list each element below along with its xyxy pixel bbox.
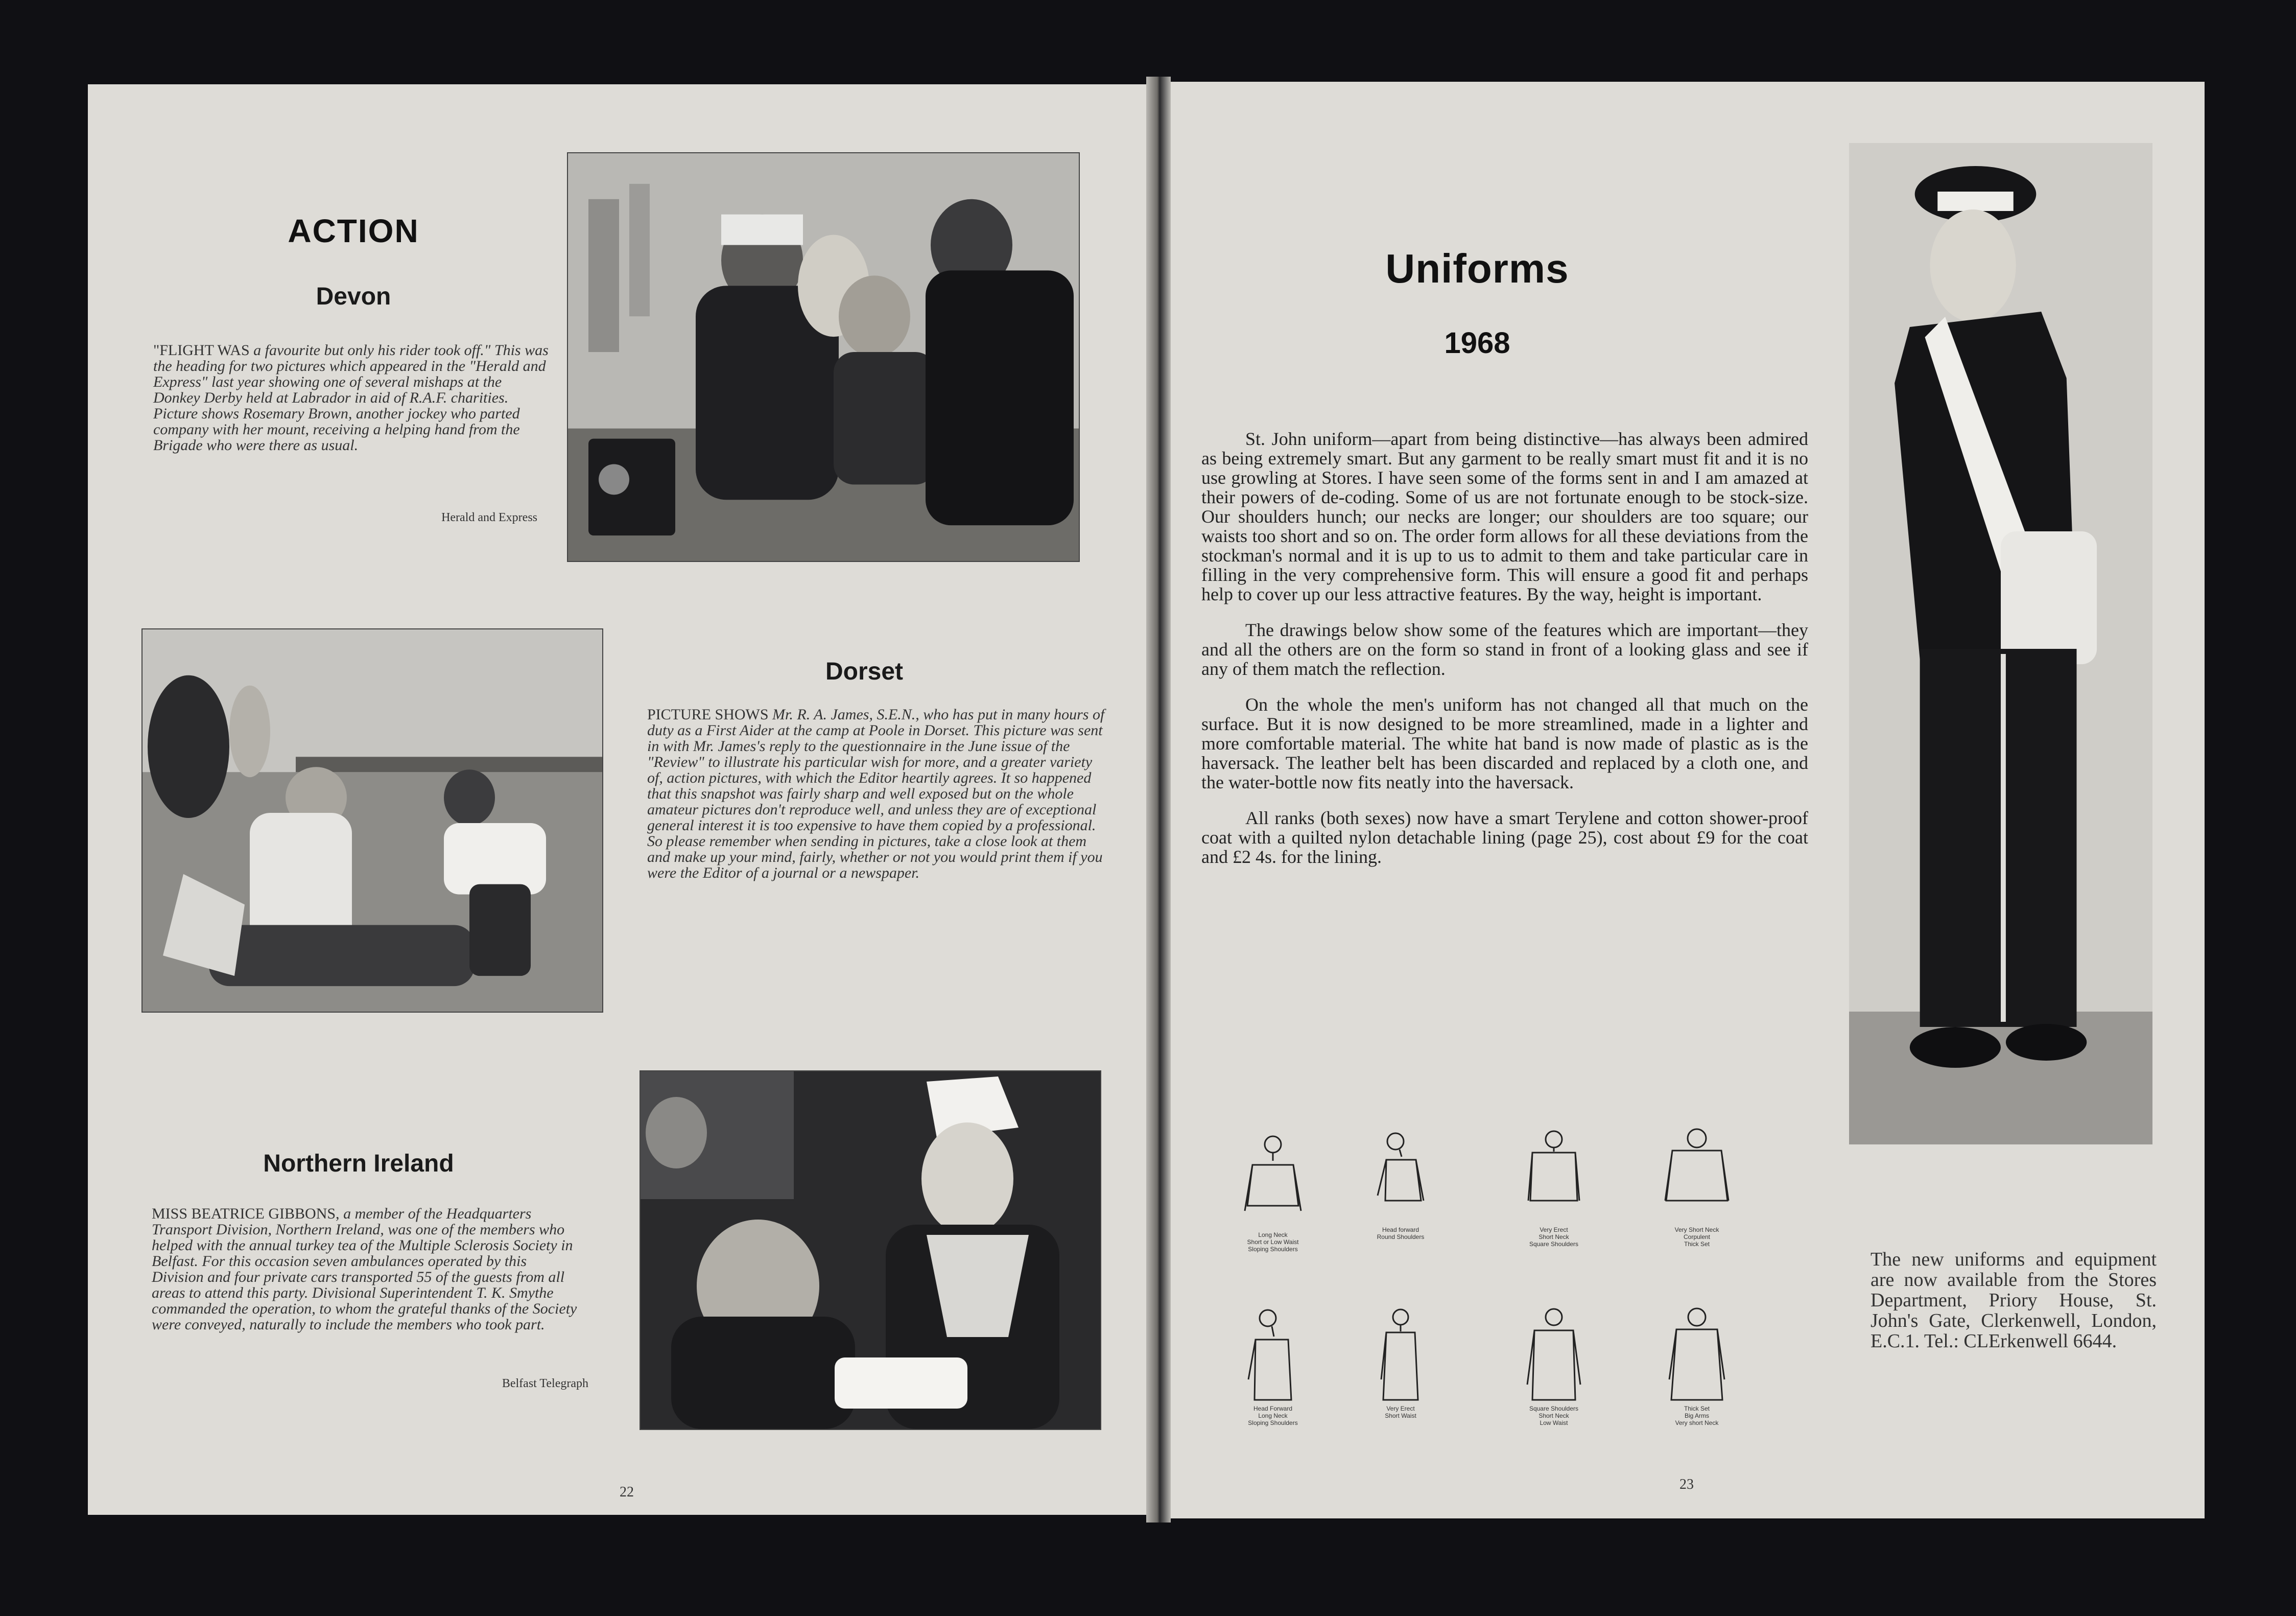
spine-gutter [1146, 77, 1171, 1523]
dorset-heading: Dorset [825, 658, 904, 685]
article-paragraph: The drawings below show some of the features which are important—they and all the others are on the form so stand in front of a looking glass and see if any of them match the reflection. [1201, 620, 1808, 679]
figure-caption: Very Short Neck Corpulent Thick Set [1674, 1226, 1719, 1248]
figure-women-2 [1344, 1303, 1457, 1451]
figure-caption: Square Shoulders Short Neck Low Waist [1529, 1405, 1579, 1426]
figure-sketch [1641, 1303, 1753, 1405]
figure-sketch [1217, 1303, 1329, 1405]
figure-sketch [1641, 1124, 1753, 1226]
figure-men-1 [1217, 1129, 1329, 1277]
figure-caption: Head forward Round Shoulders [1377, 1226, 1425, 1240]
uniforms-year: 1968 [1444, 326, 1510, 360]
figure-sketch [1344, 1124, 1457, 1226]
devon-lead: "FLIGHT WAS [153, 342, 250, 359]
dorset-lead: PICTURE SHOWS [647, 706, 769, 723]
northern-ireland-lead: MISS BEATRICE GIBBONS, [152, 1205, 340, 1222]
devon-body: a favourite but only his rider took off." This was the heading for two pictures which appeared in the "Herald and Express" last year showing one of several mishaps at the Donkey Derby held at Labrador in aid of R.A.F. charities. Picture shows Rosemary Brown, another jockey who parted company with her mount, receiving a helping hand from the Brigade who were there as usual. [153, 342, 549, 454]
section-header: ACTION [288, 213, 419, 249]
figure-men-4 [1641, 1124, 1753, 1272]
devon-credit: Herald and Express [441, 511, 537, 524]
figure-sketch [1217, 1129, 1329, 1231]
figure-sketch [1498, 1303, 1610, 1405]
figure-men-3 [1498, 1124, 1610, 1272]
devon-text [153, 342, 552, 453]
figure-men-2 [1344, 1124, 1457, 1272]
figure-women-1 [1217, 1303, 1329, 1451]
dorset-text [647, 707, 1107, 881]
uniforms-title: Uniforms [1385, 246, 1569, 291]
figure-caption: Very Erect Short Neck Square Shoulders [1529, 1226, 1579, 1248]
uniform-photo [1849, 143, 2152, 1144]
figure-sketch [1344, 1303, 1457, 1405]
figure-caption: Head Forward Long Neck Sloping Shoulders [1248, 1405, 1298, 1426]
northern-ireland-heading: Northern Ireland [263, 1150, 454, 1177]
figure-caption: Long Neck Short or Low Waist Sloping Shoulders [1247, 1231, 1299, 1253]
northern-ireland-credit: Belfast Telegraph [502, 1377, 588, 1390]
left-page [88, 84, 1146, 1515]
northern-ireland-text [152, 1206, 581, 1332]
figure-women-4 [1641, 1303, 1753, 1451]
figure-women-3 [1498, 1303, 1610, 1451]
article-paragraph: St. John uniform—apart from being distinctive—has always been admired as being extremely smart. But any garment to be really smart must fit and it is no use growling at Stores. I have seen some of the forms sent in and I am amazed at their powers of de-coding. Some of us are not fortunate enough to be stock-size. Our shoulders hunch; our necks are longer; our shoulders are too square; our waists too short and so on. The order form allows for all these deviations from the stockman's normal and it is up to us to admit to them and take particular care in filling in the very comprehensive form. This will ensure a good fit and perhaps help to cover up our less attractive features. By the way, height is important. [1201, 429, 1808, 604]
article-paragraph: All ranks (both sexes) now have a smart Terylene and cotton shower-proof coat with a quilted nylon detachable lining (page 25), cost about £9 for the coat and £2 4s. for the lining. [1201, 808, 1808, 867]
figure-caption: Thick Set Big Arms Very short Neck [1675, 1405, 1719, 1426]
devon-heading: Devon [316, 283, 391, 310]
figure-sketch [1498, 1124, 1610, 1226]
dorset-body: Mr. R. A. James, S.E.N., who has put in many hours of duty as a First Aider at the camp at Poole in Dorset. This picture was sent in with Mr. James's reply to the questionnaire in the June issue of the "Review" to illustrate his particular wish for more, and a greater variety of, action pictures, with which the Editor heartily agrees. It so happened that this snapshot was fairly sharp and well exposed but on the whole amateur pictures don't reproduce well, and unless they are of exceptional general interest it is too expensive to have them copied by a professional. So please remember when sending in pictures, take a close look at them and make up your mind, fairly, whether or not you would print them if you were the Editor of a journal or a newspaper. [647, 706, 1105, 881]
article-paragraph: On the whole the men's uniform has not changed all that much on the surface. But it is now designed to be more streamlined, made in a lighter and more comfortable material. The white hat band is now made of plastic as is the haversack. The leather belt has been discarded and replaced by a cloth one, and the water-bottle now fits neatly into the haversack. [1201, 694, 1808, 792]
page-number-left: 22 [620, 1484, 634, 1500]
figure-caption: Very Erect Short Waist [1385, 1405, 1416, 1419]
dorset-photo [141, 628, 603, 1013]
devon-photo [567, 152, 1080, 562]
northern-ireland-photo [640, 1070, 1101, 1430]
page-number-right: 23 [1679, 1477, 1694, 1492]
northern-ireland-body: a member of the Headquarters Transport Division, Northern Ireland, was one of the members who helped with the annual turkey tea of the Multiple Sclerosis Society in Belfast. For this occasion seven ambulances operated by this Division and four private cars transported 55 of the guests from all areas to attend this party. Divisional Superintendent T. K. Smythe commanded the operation, to whom the grateful thanks of the Society were conveyed, naturally to include the members who took part. [152, 1205, 577, 1333]
right-page [1171, 82, 2205, 1518]
uniforms-article [1201, 429, 1808, 883]
stores-note: The new uniforms and equipment are now available from the Stores Department, Priory House, St. John's Gate, Clerkenwell, London, E.C.1. Tel.: CLErkenwell 6644. [1871, 1249, 2157, 1352]
